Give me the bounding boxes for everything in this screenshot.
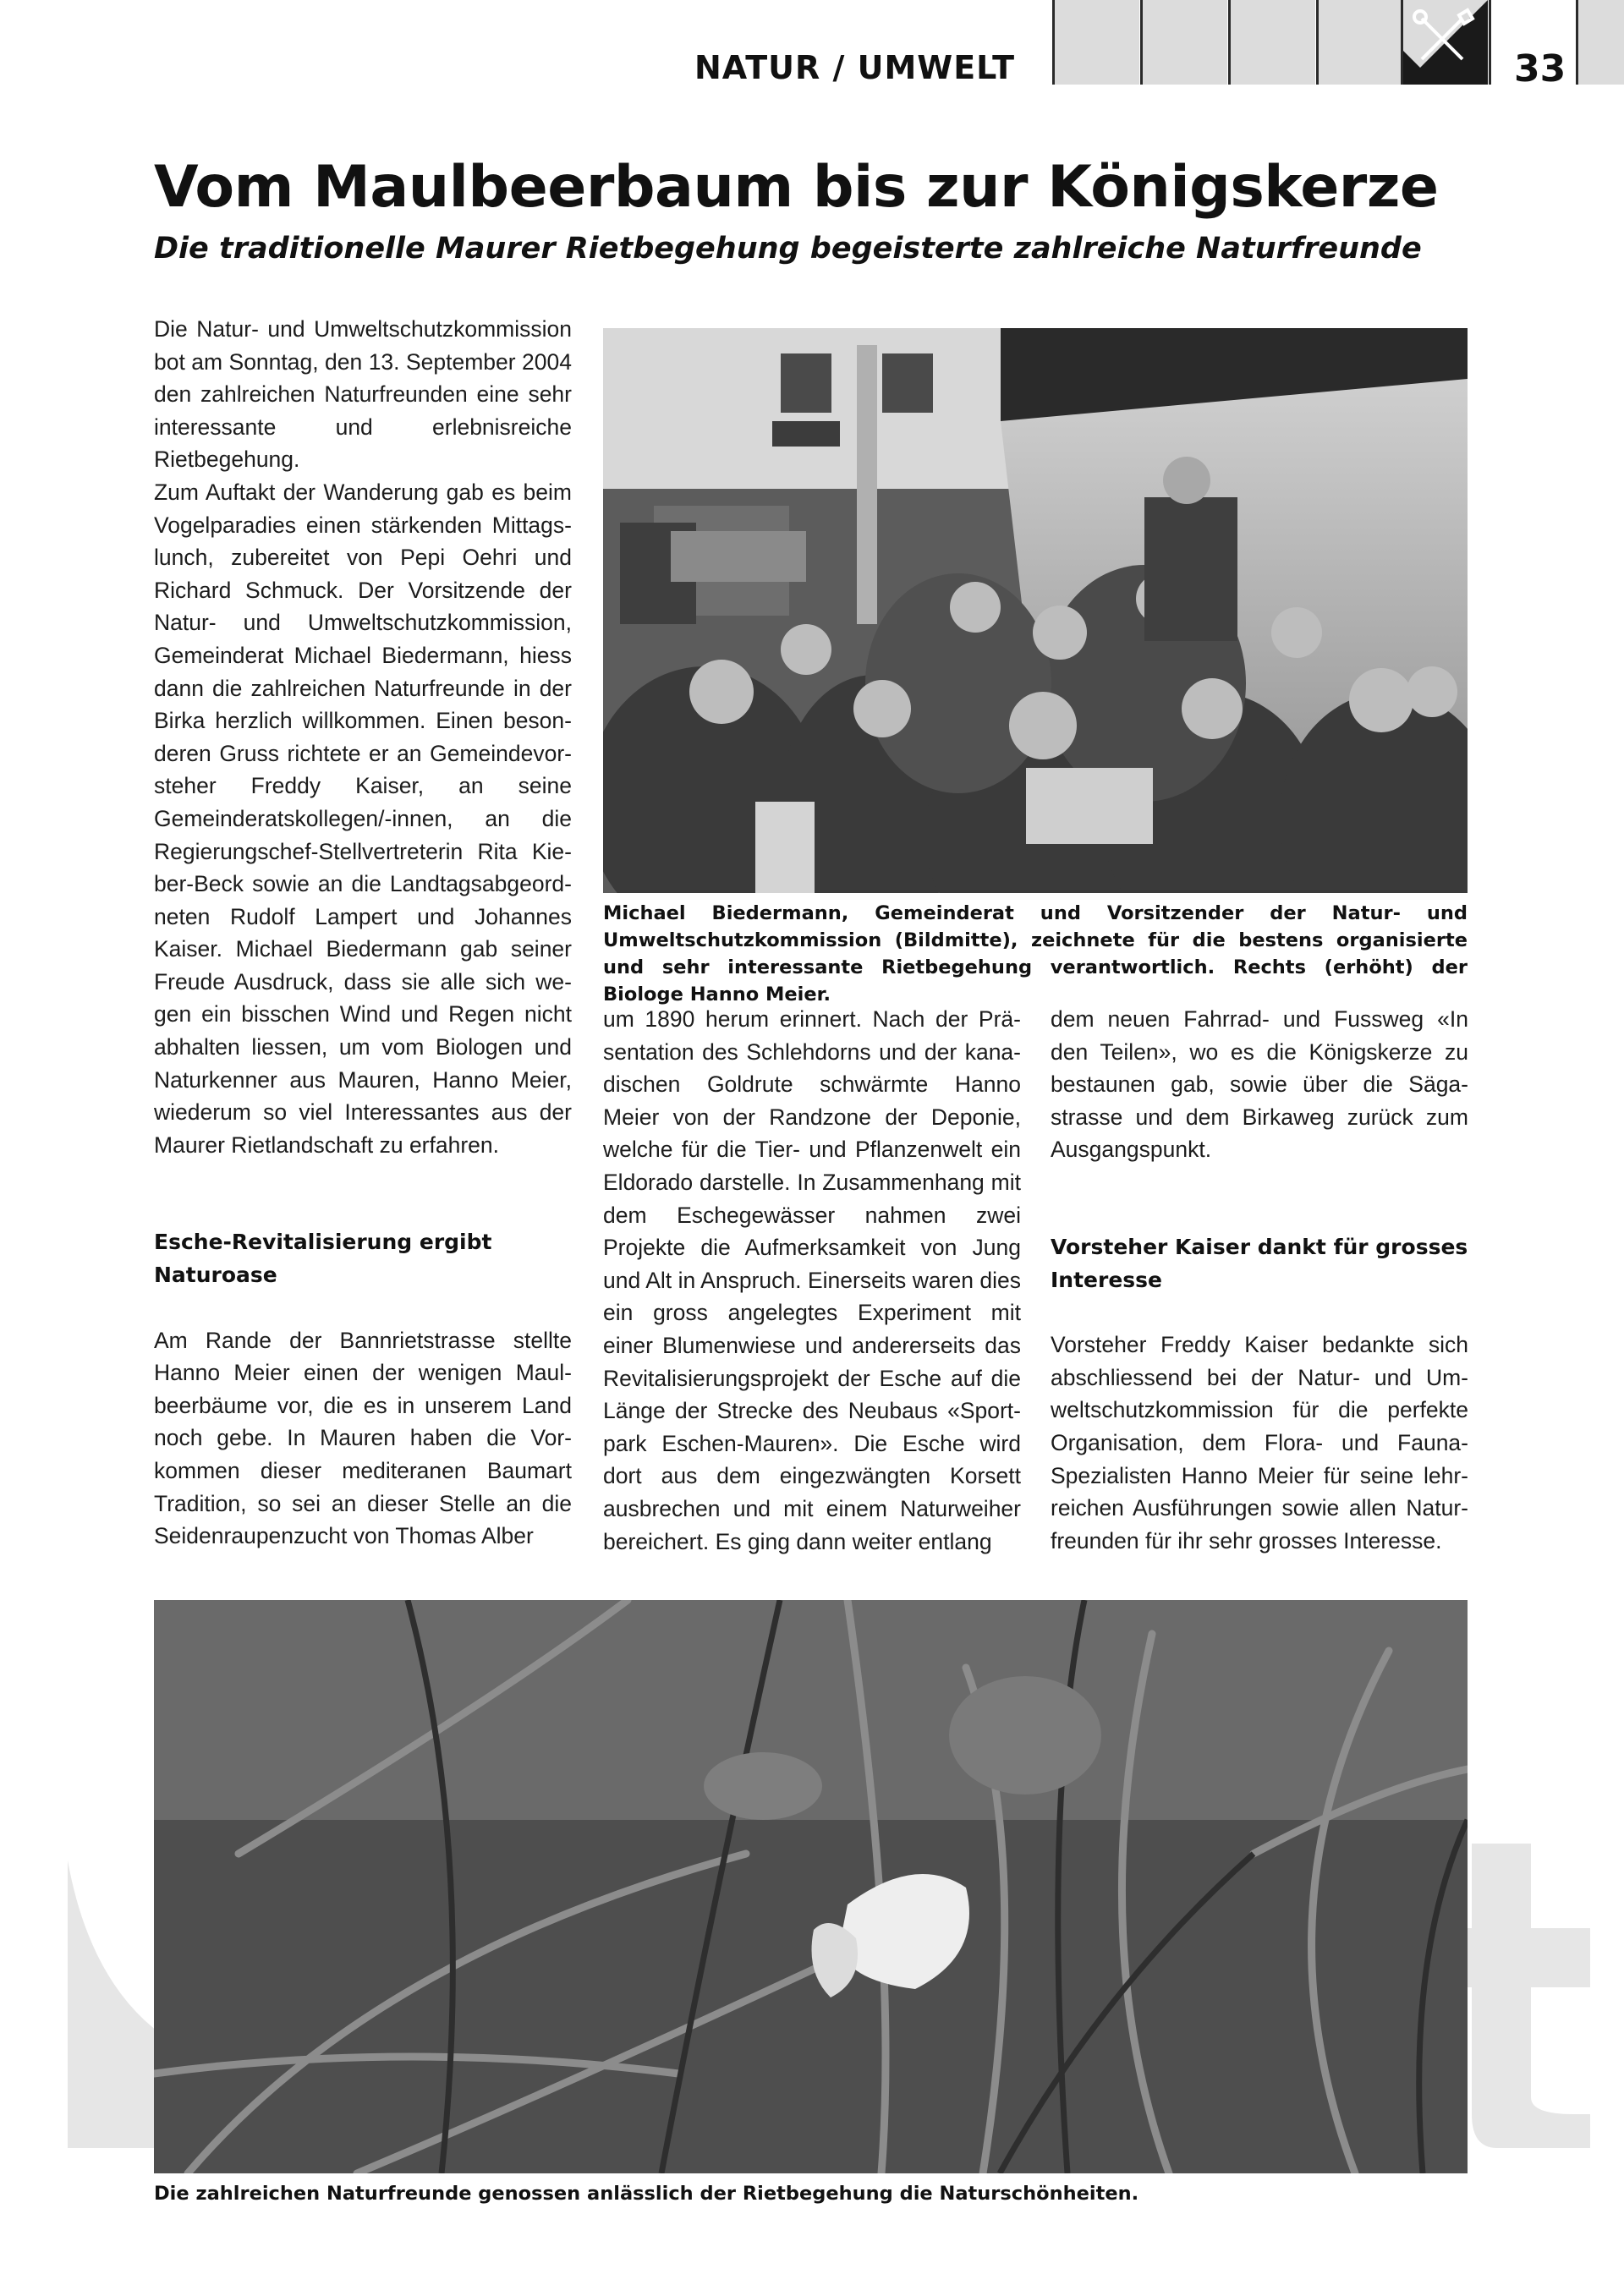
article-subtitle: Die traditionelle Maurer Rietbegehung begeisterte zahlreiche Naturfreunde	[154, 232, 1422, 266]
article-title: Vom Maulbeerbaum bis zur Königskerze	[154, 154, 1439, 221]
article-column-3	[1051, 1003, 1468, 1557]
paragraph: Die Natur- und Umweltschutzkommission bot am Sonntag, den 13. September 2004 den zahlreichen Naturfreunden eine sehr interessante und erlebnisreiche Rietbegehung.	[154, 316, 572, 473]
paragraph: um 1890 herum erinnert. Nach der Präsentation des Schlehdorns und der kanadischen Goldrute schwärmte Hanno Meier von der Randzone der Deponie, welche für die Tier- und Pflanzenwelt ein Eldorado darstelle. In Zusammenhang mit dem Eschegewässer nahmen zwei Projekte die Aufmerksamkeit von Jung und Alt in Anspruch. Einerseits waren dies ein gross angelegtes Experiment mit einer Blumenwiese und andererseits das Revitalisierungsprojekt der Esche auf die Länge der Strecke des Neubaus «Sportpark Eschen-Mauren». Die Esche wird dort aus dem eingezwängten Korsett ausbrechen und mit einem Naturweiher bereichert. Es ging dann weiter entlang	[603, 1006, 1021, 1554]
paragraph: Zum Auftakt der Wanderung gab es beim Vogelparadies einen stärkenden Mittagslunch, zubereitet von Pepi Oehri und Richard Schmuck. Der Vorsitzende der Natur- und Umweltschutzkommission, Gemeinderat Michael Biedermann, hiess dann die zahlreichen Naturfreunde in der Birka herzlich willkommen. Einen besonderen Gruss richtete er an Gemeindevorsteher Freddy Kaiser, an seine Gemeinderatskollegen/-innen, an die Regierungschef-Stellvertreterin Rita Kieber-Beck sowie an die Landtagsabgeordneten Rudolf Lampert und Johannes Kaiser. Michael Biedermann gab seiner Freude Ausdruck, dass sie alle sich wegen ein bisschen Wind und Regen nicht abhalten liessen, um vom Biologen und Naturkenner aus Mauren, Hanno Meier, wiederum so viel Interessantes aus der Maurer Rietlandschaft zu erfahren.	[154, 479, 572, 1158]
article-column-1	[154, 313, 572, 1553]
section-heading: Esche-Revitalisierung ergibt Naturoase	[154, 1230, 492, 1288]
tools-logo-icon	[1401, 0, 1488, 85]
section-label: NATUR / UMWELT	[694, 49, 1015, 86]
paragraph: Am Rande der Bannrietstrasse stellte Hanno Meier einen der wenigen Maulbeerbäume vor, die es in unserem Land noch gebe. In Mauren haben die Vorkommen dieser mediteranen Baumart Tradition, so sei an dieser Stelle an die Seidenraupenzucht von Thomas Alber	[154, 1327, 572, 1549]
group-photo	[603, 328, 1468, 893]
section-heading: Vorsteher Kaiser dankt für grosses Interesse	[1051, 1234, 1468, 1292]
header-tab	[1578, 0, 1624, 85]
nature-photo-caption: Die zahlreichen Naturfreunde genossen anlässlich der Rietbegehung die Naturschönheiten.	[154, 2183, 1139, 2205]
nature-photo	[154, 1600, 1468, 2173]
paragraph: Vorsteher Freddy Kaiser bedankte sich abschliessend bei der Natur- und Umweltschutzkommission für die perfekte Organisation, dem Flora- und Fauna-Spezialisten Hanno Meier für seine lehrreichen Ausführungen sowie allen Naturfreunden für ihr sehr grosses Interesse.	[1051, 1332, 1468, 1553]
paragraph: dem neuen Fahrrad- und Fussweg «In den Teilen», wo es die Königskerze zu bestaunen gab, sowie über die Sägastrasse und dem Birkaweg zurück zum Ausgangspunkt.	[1051, 1006, 1468, 1163]
group-photo-caption: Michael Biedermann, Gemeinderat und Vorsitzender der Natur- und Umweltschutzkommission (Bildmitte), zeichnete für die bestens organisierte und sehr interessante Rietbegehung verantwortlich. Rechts (erhöht) der Biologe Hanno Meier.	[603, 902, 1468, 1006]
header-tab	[1052, 0, 1139, 85]
article-column-2	[603, 1003, 1021, 1558]
header-tab	[1140, 0, 1227, 85]
page-number: 33	[1514, 47, 1566, 90]
header-tab	[1316, 0, 1403, 85]
header-tab	[1228, 0, 1315, 85]
